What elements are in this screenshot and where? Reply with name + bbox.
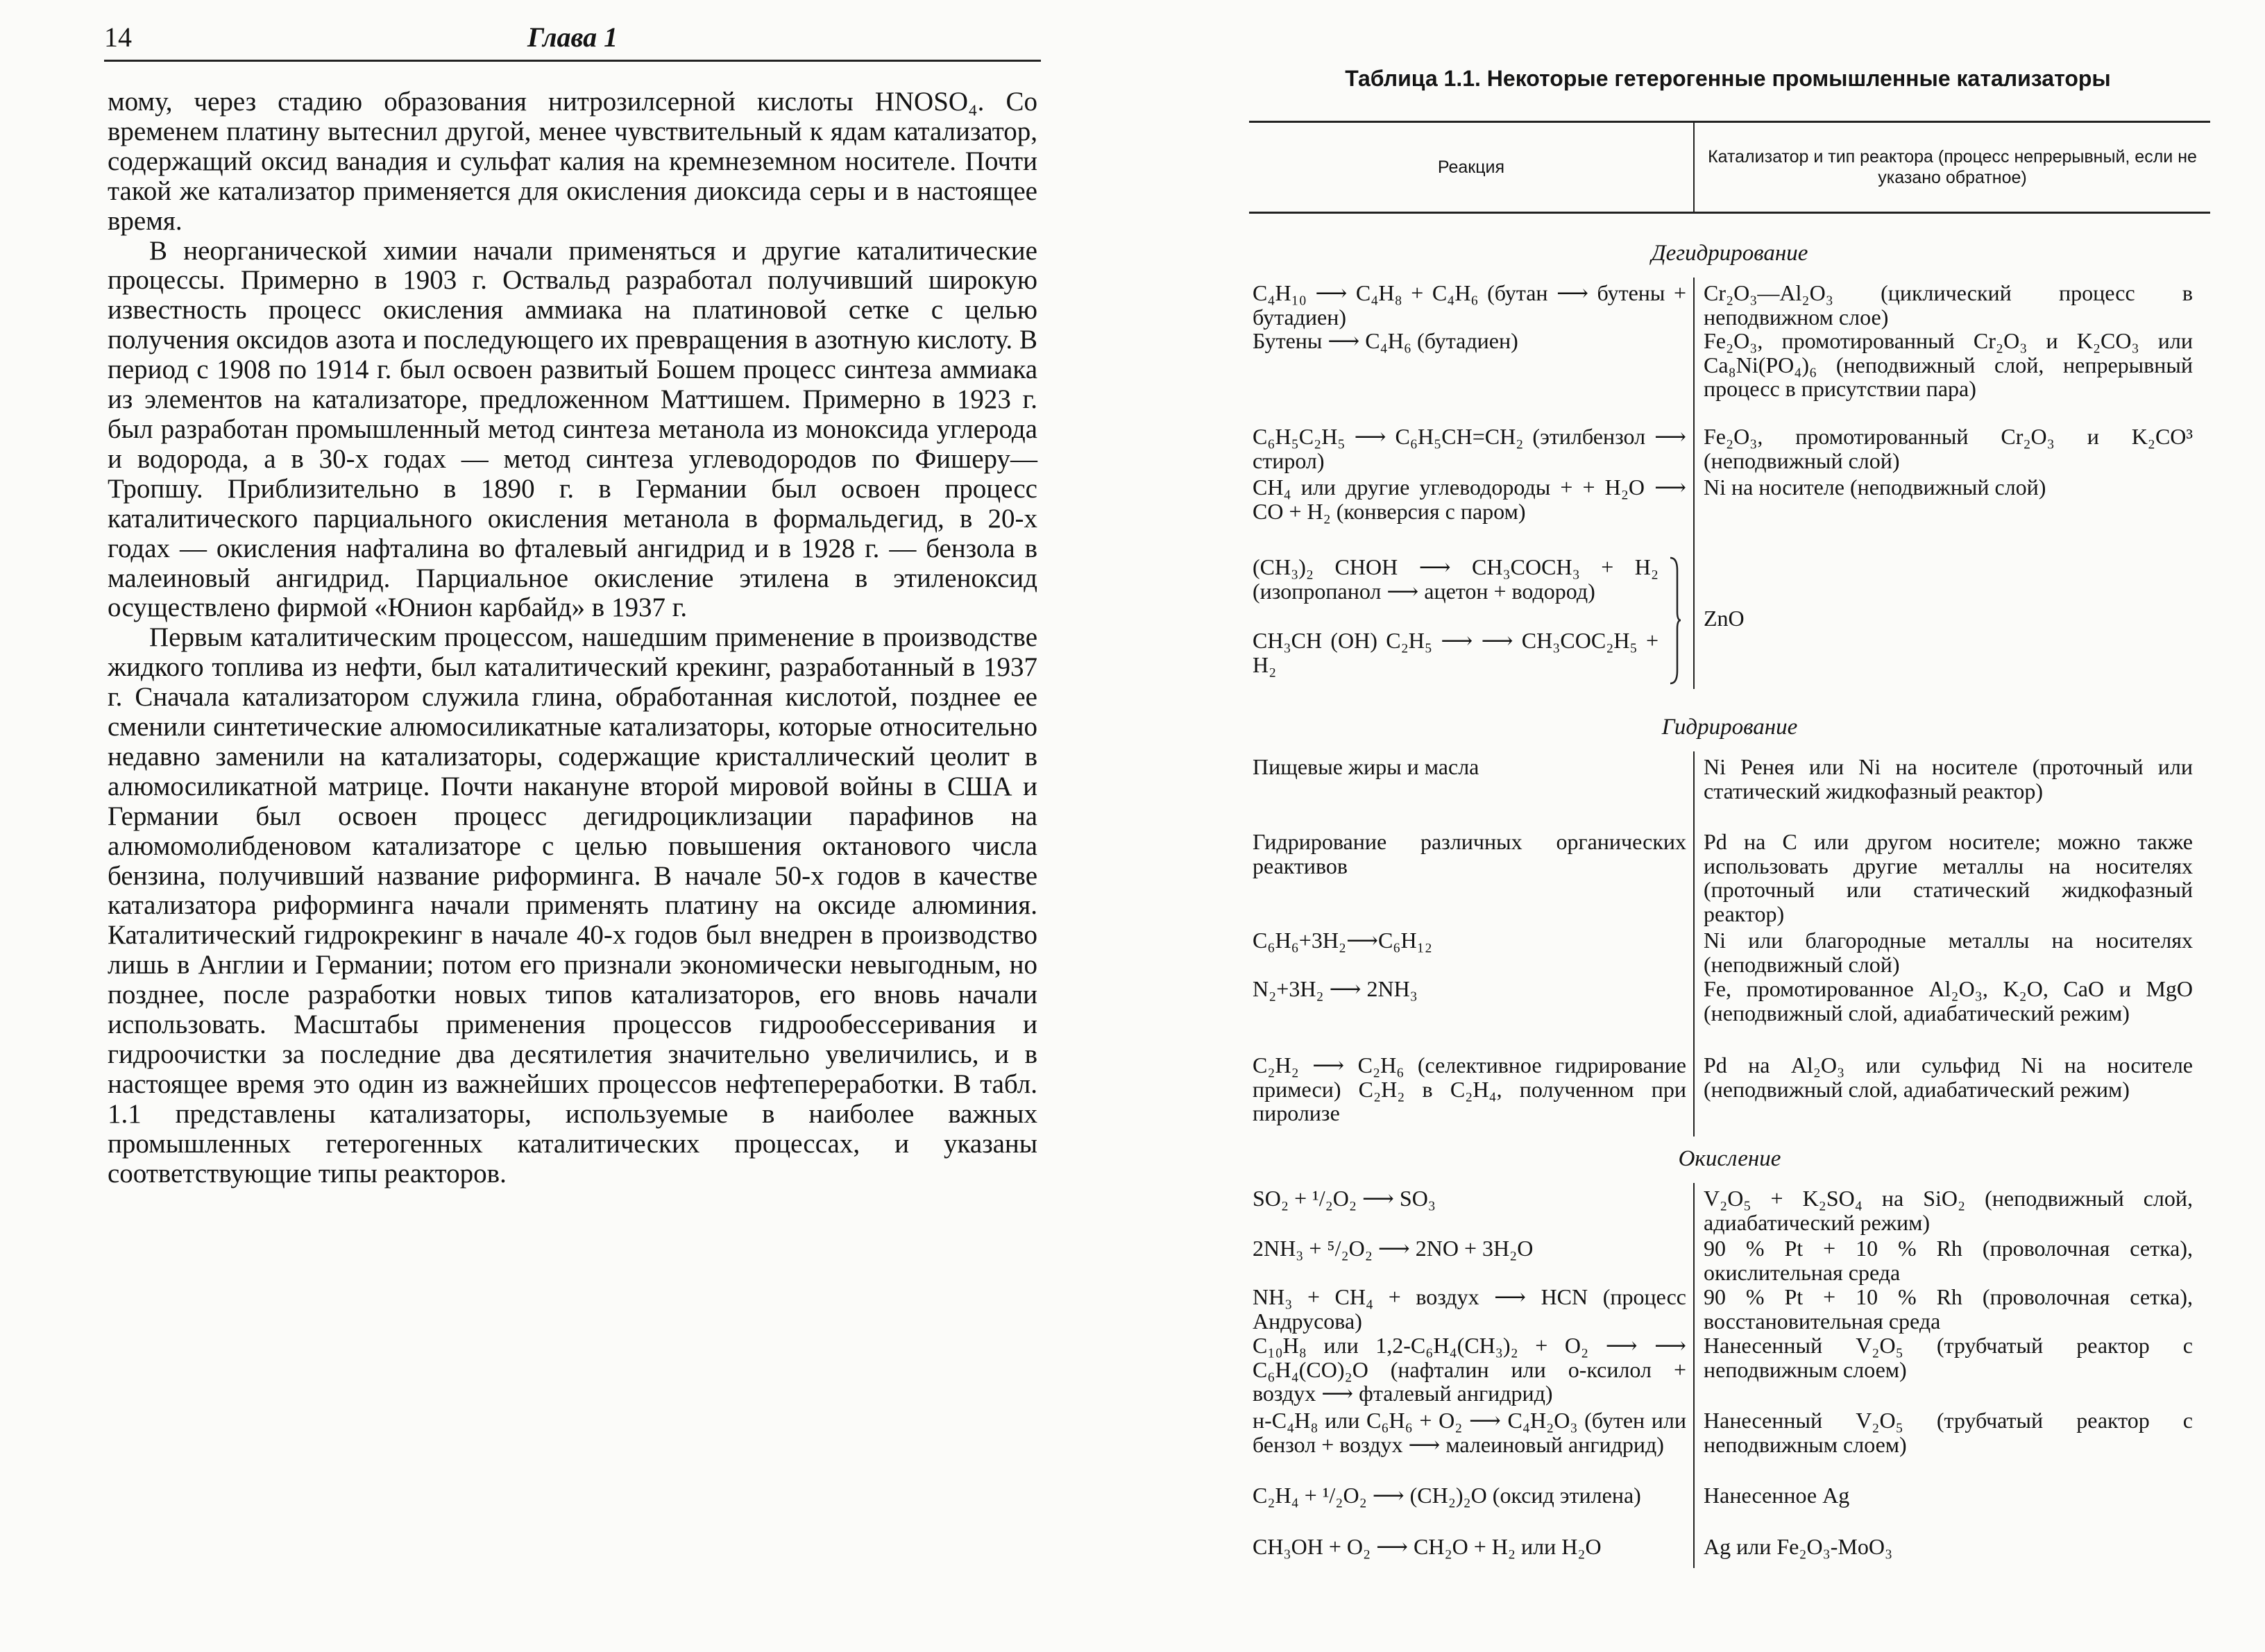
header-catalyst: Катализатор и тип реактора (процесс непрерывный, если не указано обратное) (1708, 147, 2197, 187)
table-cell-reaction: SO₂ + ¹/₂O₂ ⟶ SO₃ (1253, 1186, 1436, 1211)
table-cell-catalyst: V₂O₅ + K₂SO₄ на SiO₂ (неподвижный слой, адиабатический режим) (1704, 1186, 2193, 1235)
table-header (1249, 121, 2210, 214)
paragraph: Первым каталитическим процессом, нашедшим применение в производстве жидкого топлива из нефти, был каталитический крекинг, разработанный в 1937 г. Сначала катализатором служила глина, обработанная кислотой, позднее ее сменили синтетические алюмосиликатные катализаторы, которые относительно недавно заменили на катализаторы, содержащие кристаллический цеолит в алюмосиликатной матрице. Почти накануне второй мировой войны в США и Германии был освоен процесс дегидроциклизации парафинов на алюмомолибденовом катализаторе с целью повышения октанового числа бензина, получивший название риформинга. В начале 50-х годов в качестве катализатора риформинга начали применять платину на оксиде алюминия. Каталитический гидрокрекинг в начале 40-х годов был внедрен в производство лишь в Англии и Германии; потом его признали экономически невыгодным, но позднее, после разработки новых типов катализаторов, его вновь начали использовать. Масштабы применения процессов гидрообессеривания и гидроочистки за последние два десятилетия значительно увеличились, и в настоящее время это один из важнейших процессов нефтепереработки. В табл. 1.1 представлены катализаторы, используемые в наиболее важных промышленных гетерогенных каталитических процессах, и указаны соответствующие типы реакторов. (108, 622, 1037, 1189)
section-title-hydrogenation: Гидрирование (1661, 715, 1798, 740)
table-cell-catalyst: Fe, промотированное Al₂O₃, K₂O, CaO и MgO (неподвижный слой, адиабатический режим) (1704, 976, 2193, 1025)
table-cell-reaction: C₆H₆+3H₂⟶C₆H₁₂ (1253, 928, 1432, 953)
table-cell-reaction: C₂H₄ + ¹/₂O₂ ⟶ (CH₂)₂O (оксид этилена) (1253, 1483, 1641, 1508)
table-cell-reaction: NH₃ + CH₄ + воздух ⟶ HCN (процесс Андрусова) (1253, 1284, 1686, 1334)
table-cell-catalyst: 90 % Pt + 10 % Rh (проволочная сетка), восстановительная среда (1704, 1284, 2193, 1334)
table-cell-catalyst: ZnO (1704, 606, 1745, 631)
header-reaction: Реакция (1437, 157, 1505, 177)
table-cell-reaction: CH₄ или другие углеводороды + + H₂O ⟶ CO + H₂ (конверсия с паром) (1253, 475, 1686, 524)
page-header (104, 21, 1041, 62)
table-cell-reaction: Бутены ⟶ C₄H₆ (бутадиен) (1253, 328, 1518, 353)
table-cell-catalyst: Ni Ренея или Ni на носителе (проточный или статический жидкофазный реактор) (1704, 754, 2193, 803)
column-divider (1693, 278, 1695, 689)
table-cell-reaction: N₂+3H₂ ⟶ 2NH₃ (1253, 976, 1418, 1001)
table-caption: Таблица 1.1. Некоторые гетерогенные промышленные катализаторы (1345, 66, 2111, 91)
table-cell-catalyst: Fe₂O₃, промотированный Cr₂O₃ и K₂CO³ (неподвижный слой) (1704, 424, 2193, 473)
table-cell-catalyst: Нанесенный V₂O₅ (трубчатый реактор с неподвижным слоем) (1704, 1333, 2193, 1382)
table-cell-catalyst: Cr₂O₃—Al₂O₃ (циклический процесс в неподвижном слое) (1704, 280, 2193, 330)
table-cell-catalyst: 90 % Pt + 10 % Rh (проволочная сетка), окислительная среда (1704, 1236, 2193, 1285)
table-cell-catalyst: Ni на носителе (неподвижный слой) (1704, 475, 2046, 500)
table-cell-catalyst: Ag или Fe₂O₃-MoO₃ (1704, 1534, 1893, 1559)
table-cell-reaction: C₂H₂ ⟶ C₂H₆ (селективное гидрирование примеси) C₂H₂ в C₂H₄, полученном при пиролизе (1253, 1053, 1686, 1125)
chapter-title: Глава 1 (527, 22, 618, 53)
table-cell-reaction: Гидрирование различных органических реактивов (1253, 829, 1686, 878)
paragraph: В неорганической химии начали применяться и другие каталитические процессы. Примерно в 1903 г. Оствальд разработал получивший широкую известность процесс окисления аммиака на платиновой сетке с целью получения оксидов азота и последующего их превращения в азотную кислоту. В период с 1908 по 1914 г. был освоен развитый Бошем процесс синтеза аммиака из элементов на катализаторе, предложенном Маттишем. Примерно в 1923 г. был разработан промышленный метод синтеза метанола из моноксида углерода и водорода, а в 30-х годах — метод синтеза углеводородов по Фишеру—Тропшу. Приблизительно в 1890 г. в Германии был освоен процесс каталитического парциального окисления метанола в формальдегид, в 20-х годах — окисления нафталина во фталевый ангидрид и в 1928 г. — бензола в малеиновый ангидрид. Парциальное окисление этилена в этиленоксид осуществлено фирмой «Юнион карбайд» в 1937 г. (108, 235, 1037, 623)
table-cell-reaction: (CH₃)₂ CHOH ⟶ CH₃COCH₃ + H₂ (изопропанол ⟶ ацетон + водород) (1253, 554, 1659, 604)
table-cell-catalyst: Нанесенный V₂O₅ (трубчатый реактор с неподвижным слоем) (1704, 1408, 2193, 1457)
table-cell-reaction: 2NH₃ + ⁵/₂O₂ ⟶ 2NO + 3H₂O (1253, 1236, 1534, 1261)
table-cell-reaction: н-C₄H₈ или C₆H₆ + O₂ ⟶ C₄H₂O₃ (бутен или бензол + воздух ⟶ малеиновый ангидрид) (1253, 1408, 1686, 1457)
table-cell-catalyst: Fe₂O₃, промотированный Cr₂O₃ и K₂CO₃ или Ca₈Ni(PO₄)₆ (неподвижный слой, непрерывный процесс в присутствии пара) (1704, 328, 2193, 401)
left-page-body (108, 87, 1037, 1189)
column-divider (1693, 751, 1695, 1136)
table-cell-reaction: C₄H₁₀ ⟶ C₄H₈ + C₄H₆ (бутан ⟶ бутены + бутадиен) (1253, 280, 1686, 330)
section-title-dehydrogenation: Дегидрирование (1651, 241, 1808, 266)
table-cell-reaction: CH₃OH + O₂ ⟶ CH₂O + H₂ или H₂O (1253, 1534, 1602, 1559)
table-cell-reaction: Пищевые жиры и масла (1253, 754, 1479, 779)
column-divider (1693, 1183, 1695, 1568)
table-cell-catalyst: Ni или благородные металлы на носителях (неподвижный слой) (1704, 928, 2193, 977)
table-cell-reaction: CH₃CH (OH) C₂H₅ ⟶ ⟶ CH₃COC₂H₅ + H₂ (1253, 628, 1659, 677)
grouping-brace (1669, 556, 1681, 685)
section-title-oxidation: Окисление (1678, 1146, 1781, 1171)
table-cell-catalyst: Pd на Al₂O₃ или сульфид Ni на носителе (неподвижный слой, адиабатический режим) (1704, 1053, 2193, 1102)
paragraph: мому, через стадию образования нитрозилсерной кислоты HNOSO₄. Со временем платину вытеснил другой, менее чувствительный к ядам катализатор, содержащий оксид ванадия и сульфат калия на кремнеземном носителе. Почти такой же катализатор применяется для окисления диоксида серы и в настоящее время. (108, 87, 1037, 236)
table-cell-catalyst: Нанесенное Ag (1704, 1483, 1850, 1508)
page-number: 14 (104, 22, 132, 53)
table-cell-reaction: C₆H₅C₂H₅ ⟶ C₆H₅CH=CH₂ (этилбензол ⟶ стирол) (1253, 424, 1686, 473)
table-cell-catalyst: Pd на С или другом носителе; можно также использовать другие металлы на носителях (проточный или статический жидкофазный реактор) (1704, 829, 2193, 926)
table-cell-reaction: C₁₀H₈ или 1,2-C₆H₄(CH₃)₂ + O₂ ⟶ ⟶ C₆H₄(CO)₂O (нафталин или о-ксилол + воздух ⟶ фталевый ангидрид) (1253, 1333, 1686, 1406)
